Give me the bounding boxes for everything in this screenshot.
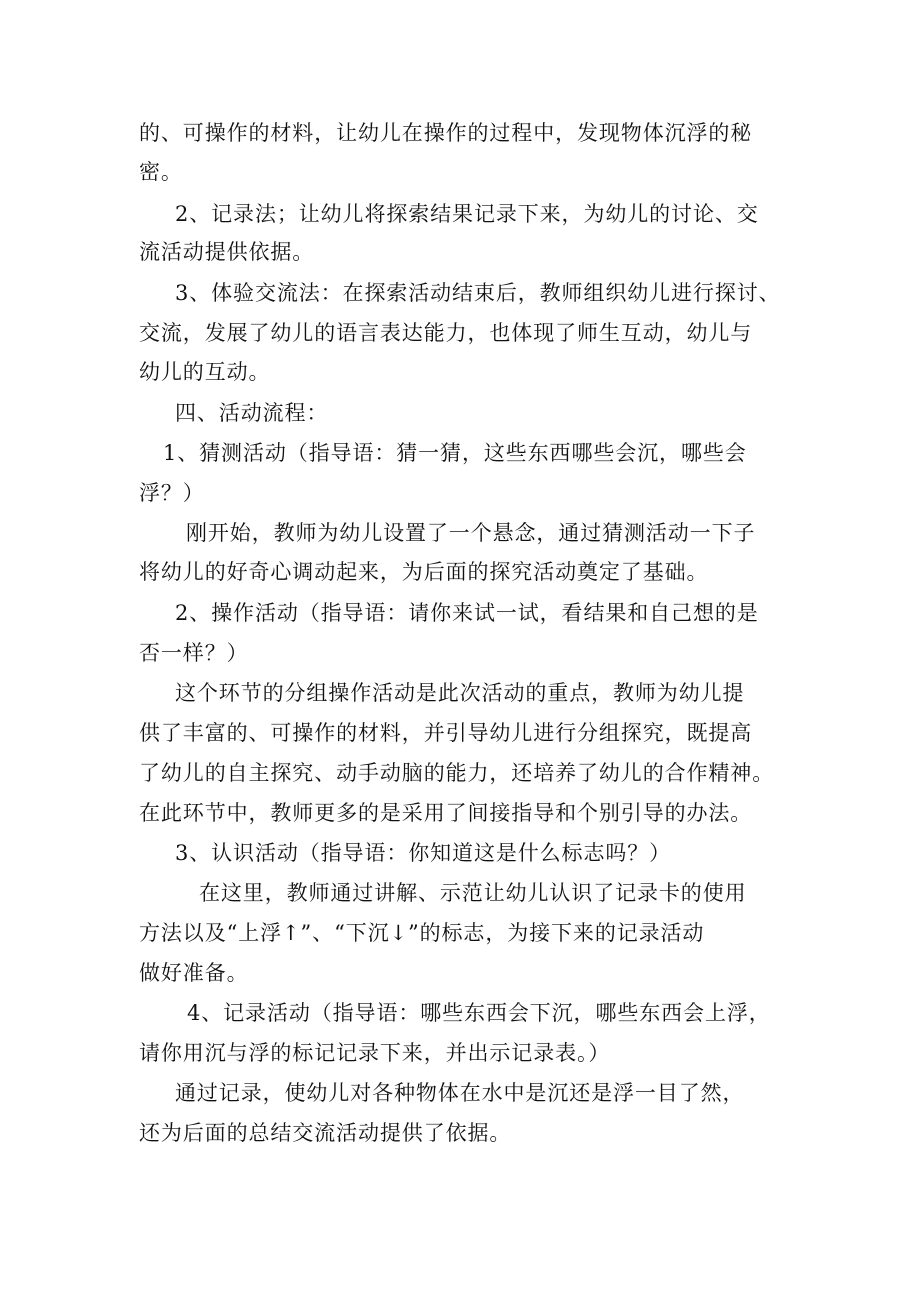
text-line: 浮？） bbox=[139, 481, 205, 505]
text-line: 3、体验交流法：在探索活动结束后，教师组织幼儿进行探讨、 bbox=[175, 281, 781, 305]
text-line: 通过记录，使幼儿对各种物体在水中是沉还是浮一目了然， bbox=[175, 1081, 745, 1105]
text-line: 还为后面的总结交流活动提供了依据。 bbox=[139, 1121, 512, 1145]
text-line: 3、认识活动（指导语：你知道这是什么标志吗？） bbox=[175, 841, 672, 865]
text-line: 方法以及“上浮↑”、“下沉↓”的标志，为接下来的记录活动 bbox=[139, 921, 705, 945]
text-line: 否一样？） bbox=[139, 641, 249, 665]
text-line: 2、记录法；让幼儿将探索结果记录下来，为幼儿的讨论、交 bbox=[175, 202, 759, 226]
text-line: 4、记录活动（指导语：哪些东西会下沉，哪些东西会上浮， bbox=[187, 1001, 771, 1025]
text-line: 幼儿的互动。 bbox=[139, 360, 271, 384]
text-line: 供了丰富的、可操作的材料，并引导幼儿进行分组探究，既提高 bbox=[139, 721, 753, 745]
text-line: 的、可操作的材料，让幼儿在操作的过程中，发现物体沉浮的秘 bbox=[139, 121, 753, 145]
text-line: 做好准备。 bbox=[139, 961, 249, 985]
text-line: 交流，发展了幼儿的语言表达能力，也体现了师生互动，幼儿与 bbox=[139, 321, 753, 345]
text-line: 刚开始，教师为幼儿设置了一个悬念，通过猜测活动一下子 bbox=[186, 521, 756, 545]
text-line: 流活动提供依据。 bbox=[139, 240, 315, 264]
text-line: 了幼儿的自主探究、动手动脑的能力，还培养了幼儿的合作精神。 bbox=[139, 761, 775, 785]
text-line: 请你用沉与浮的标记记录下来，并出示记录表。） bbox=[139, 1041, 611, 1065]
text-line: 将幼儿的好奇心调动起来，为后面的探究活动奠定了基础。 bbox=[139, 560, 709, 584]
text-line: 在这里，教师通过讲解、示范让幼儿认识了记录卡的使用 bbox=[199, 881, 747, 905]
text-line: 1、猜测活动（指导语：猜一猜，这些东西哪些会沉，哪些会 bbox=[163, 441, 747, 465]
text-line: 这个环节的分组操作活动是此次活动的重点，教师为幼儿提 bbox=[175, 681, 745, 705]
section-heading: 四、活动流程： bbox=[175, 401, 329, 425]
text-line: 在此环节中，教师更多的是采用了间接指导和个别引导的办法。 bbox=[139, 801, 753, 825]
text-line: 2、操作活动（指导语：请你来试一试，看结果和自己想的是 bbox=[175, 601, 759, 625]
text-line: 密。 bbox=[139, 160, 183, 184]
